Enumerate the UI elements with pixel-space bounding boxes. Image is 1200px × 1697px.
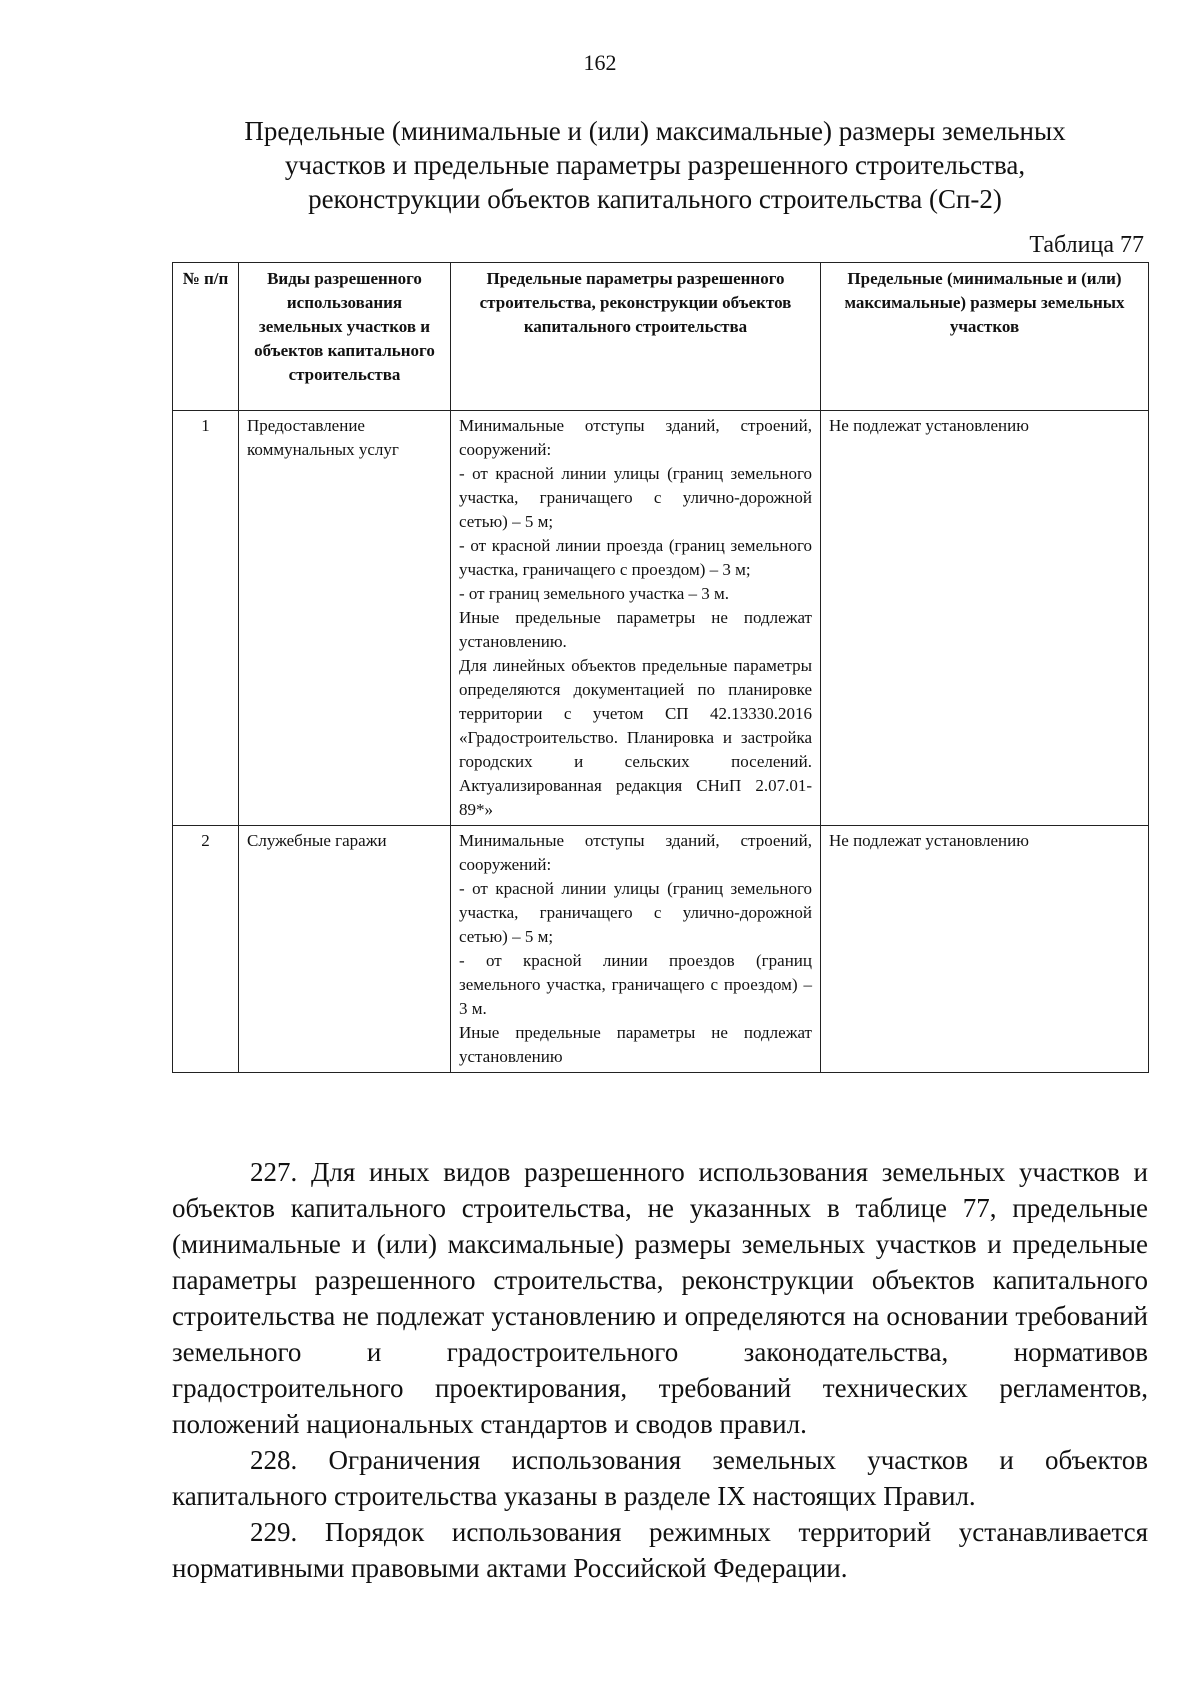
param-line: Иные предельные параметры не подлежат установлению <box>459 1023 812 1066</box>
param-line: Для линейных объектов предельные параметры определяются документацией по планировке территории с учетом СП 42.13330.2016 «Градостроительство. Планировка и застройка городских и сельских поселений. Актуализированная редакция СНиП 2.07.01-89*» <box>459 656 812 819</box>
title-line: реконструкции объектов капитального строительства (Сп-2) <box>308 184 1002 214</box>
param-line: Минимальные отступы зданий, строений, сооружений: <box>459 416 812 459</box>
table-row <box>173 826 1149 1073</box>
row-plot-sizes: Не подлежат установлению <box>821 411 1149 826</box>
paragraph-227: 227. Для иных видов разрешенного использования земельных участков и объектов капитального строительства, не указанных в таблице 77, предельные (минимальные и (или) максимальные) размеры земельных участков и предельные параметры разрешенного строительства, реконструкции объектов капитального строительства не подлежат установлению и определяются на основании требований земельного и градостроительного законодательства, нормативов градостроительного проектирования, требований технических регламентов, положений национальных стандартов и сводов правил. <box>172 1157 1148 1439</box>
row-use-kind: Предоставление коммунальных услуг <box>239 411 451 826</box>
body-text <box>172 1154 1148 1586</box>
paragraph-229: 229. Порядок использования режимных территорий устанавливается нормативными правовыми актами Российской Федерации. <box>172 1517 1148 1583</box>
param-line: - от границ земельного участка – 3 м. <box>459 584 729 603</box>
param-line: - от красной линии проездов (границ земельного участка, граничащего с проездом) – 3 м. <box>459 951 812 1018</box>
table-row <box>173 411 1149 826</box>
page-number: 162 <box>583 50 617 75</box>
row-parameters <box>451 826 821 1073</box>
param-line: - от красной линии улицы (границ земельного участка, граничащего с улично-дорожной сетью) – 5 м; <box>459 464 812 531</box>
title-line: Предельные (минимальные и (или) максимальные) размеры земельных <box>244 116 1066 146</box>
table-header-row <box>173 263 1149 411</box>
param-line: Иные предельные параметры не подлежат установлению. <box>459 608 812 651</box>
header-use-kinds: Виды разрешенного использования земельных участков и объектов капитального строительства <box>239 263 451 411</box>
title-line: участков и предельные параметры разрешенного строительства, <box>284 150 1026 180</box>
param-line: - от красной линии проезда (границ земельного участка, граничащего с проездом) – 3 м; <box>459 536 812 579</box>
row-plot-sizes: Не подлежат установлению <box>821 826 1149 1073</box>
header-number: № п/п <box>173 263 239 411</box>
document-title <box>175 114 1135 216</box>
regulations-table <box>172 262 1149 1073</box>
paragraph-228: 228. Ограничения использования земельных участков и объектов капитального строительства указаны в разделе IX настоящих Правил. <box>172 1445 1148 1511</box>
header-parameters: Предельные параметры разрешенного строительства, реконструкции объектов капитального строительства <box>451 263 821 411</box>
table-caption: Таблица 77 <box>1029 232 1144 258</box>
param-line: - от красной линии улицы (границ земельного участка, граничащего с улично-дорожной сетью) – 5 м; <box>459 879 812 946</box>
row-number: 2 <box>173 826 239 1073</box>
row-use-kind: Служебные гаражи <box>239 826 451 1073</box>
row-parameters <box>451 411 821 826</box>
header-plot-sizes: Предельные (минимальные и (или) максимальные) размеры земельных участков <box>821 263 1149 411</box>
param-line: Минимальные отступы зданий, строений, сооружений: <box>459 831 812 874</box>
row-number: 1 <box>173 411 239 826</box>
